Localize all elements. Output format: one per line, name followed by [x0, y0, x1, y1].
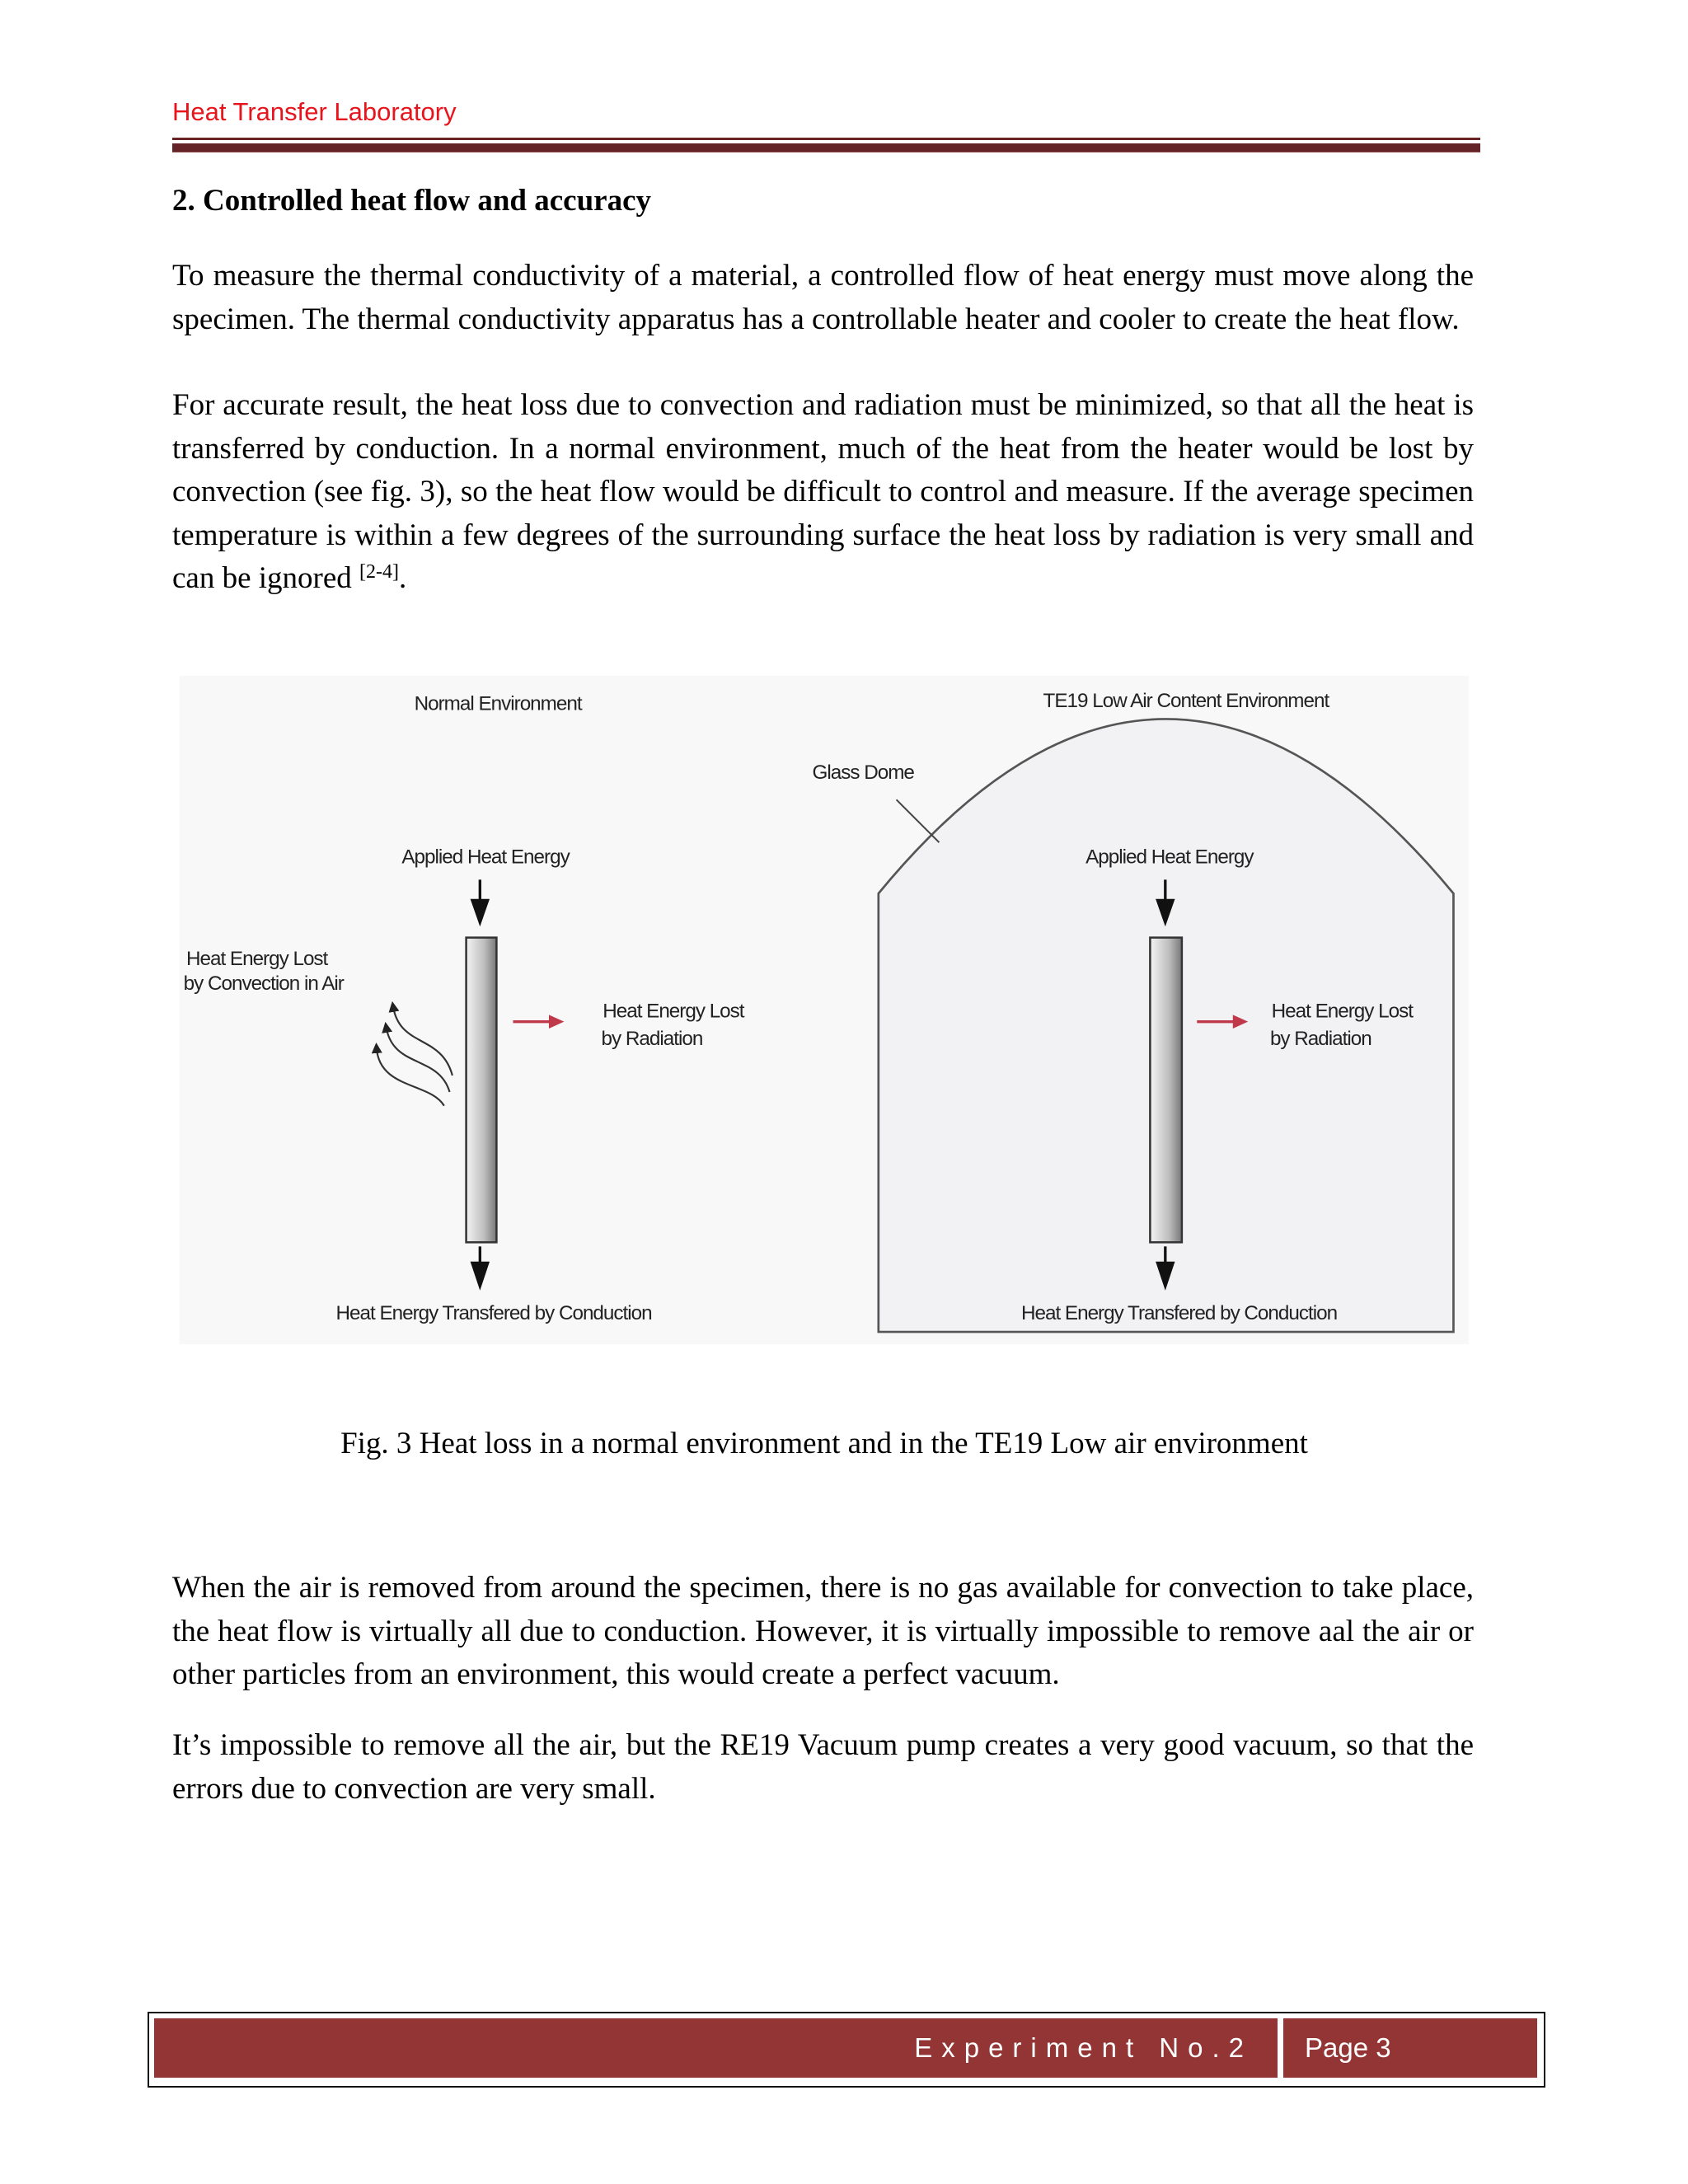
footer-experiment: Experiment No.2 [154, 2018, 1278, 2078]
left-applied-label: Applied Heat Energy [401, 846, 570, 869]
right-radiation-label-line2: by Radiation [1269, 1028, 1372, 1051]
right-title: TE19 Low Air Content Environment [1043, 690, 1329, 713]
running-header: Heat Transfer Laboratory [172, 97, 457, 126]
figure-caption: Fig. 3 Heat loss in a normal environment and in the TE19 Low air environment [340, 1427, 1308, 1460]
paragraph-1: To measure the thermal conductivity of a material, a controlled flow of heat energy must move along the specimen. The thermal conductivity apparatus has a controllable heater and cooler to create the heat flow. [172, 259, 1474, 336]
convection-label-line1: Heat Energy Lost [185, 948, 328, 971]
left-conduction-label: Heat Energy Transfered by Conduction [335, 1302, 652, 1325]
paragraph-4: It’s impossible to remove all the air, but the RE19 Vacuum pump creates a very good vacuum, so that the errors due to convection are very small. [172, 1728, 1474, 1806]
left-specimen-rod [467, 938, 497, 1243]
section-heading: 2. Controlled heat flow and accuracy [172, 184, 651, 218]
right-radiation-label-line1: Heat Energy Lost [1271, 1000, 1413, 1023]
glass-dome-label: Glass Dome [812, 762, 914, 785]
left-radiation-label-line1: Heat Energy Lost [603, 1000, 744, 1023]
right-applied-label: Applied Heat Energy [1085, 846, 1254, 869]
paragraph-3: When the air is removed from around the specimen, there is no gas available for convection to take place, the heat flow is virtually all due to conduction. However, it is virtually impossible to remove aal the air or other particles from an environment, this would create a perfect vacuum. [172, 1571, 1474, 1691]
left-title: Normal Environment [414, 692, 582, 715]
convection-label-line2: by Convection in Air [183, 972, 344, 996]
right-specimen-rod [1150, 938, 1181, 1243]
paragraph-2-end: . [399, 561, 407, 595]
paragraph-2-text: For accurate result, the heat loss due to convection and radiation must be minimized, so that all the heat is transferred by conduction. In a normal environment, much of the heat from the heater would be lost by convection (see fig. 3), so the heat flow would be difficult to control and measure. If the average specimen temperature is within a few degrees of the surrounding surface the heat loss by radiation is very small and can be ignored [172, 388, 1474, 595]
citation: [2-4] [359, 561, 400, 583]
footer-page-number: Page 3 [1283, 2018, 1537, 2078]
left-radiation-label-line2: by Radiation [601, 1028, 703, 1051]
right-conduction-label: Heat Energy Transfered by Conduction [1020, 1302, 1338, 1325]
